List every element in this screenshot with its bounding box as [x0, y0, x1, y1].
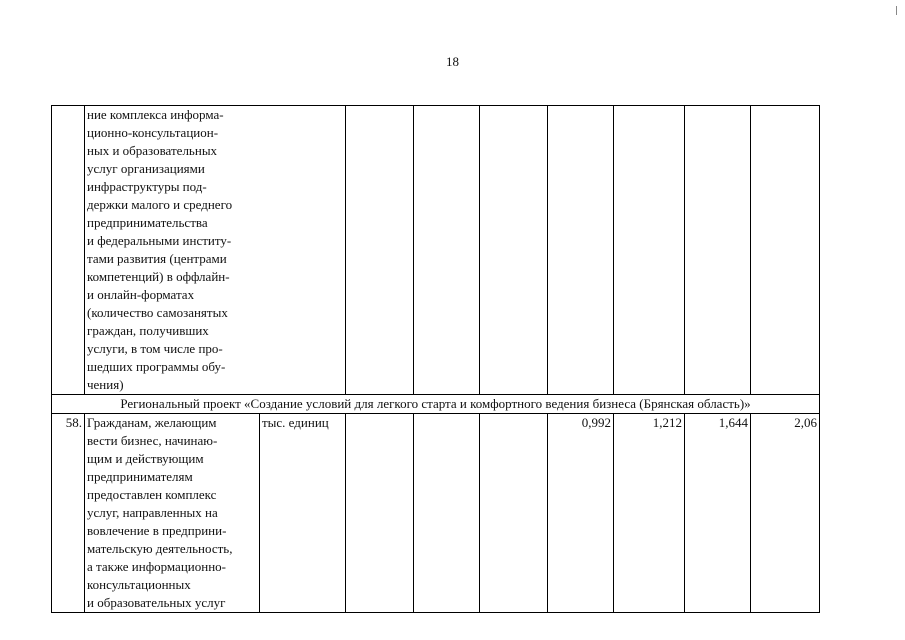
value-cell [346, 106, 414, 395]
value-cell [414, 414, 480, 613]
table-row-58 [52, 414, 820, 613]
value-cell [685, 106, 751, 395]
indicator-cell: ние комплекса информа- ционно-консультацион- ных и образовательных услуг организациями инфраструктуры под- держки малого и среднего предпринимательства и федеральными институ- тами развития (центрами компетенций) в оффлайн- и онлайн-форматах (количество самозанятых граждан, получивших услуги, в том числе про- шедших программы обу- чения) [85, 106, 346, 395]
value-cell: 1,644 [685, 414, 751, 613]
value-cell: 1,212 [614, 414, 685, 613]
unit-cell: тыс. единиц [260, 414, 346, 613]
row-number [52, 106, 85, 395]
value-cell [548, 106, 614, 395]
value-cell [414, 106, 480, 395]
section-header: Региональный проект «Создание условий для легкого старта и комфортного ведения бизнеса (Брянская область)» [52, 395, 820, 414]
value-cell [480, 106, 548, 395]
indicators-table [51, 105, 820, 613]
value-cell [751, 106, 820, 395]
value-cell: 2,06 [751, 414, 820, 613]
table-row-continued [52, 106, 820, 395]
value-cell: 0,992 [548, 414, 614, 613]
section-header-row [52, 395, 820, 414]
indicator-cell: Гражданам, желающим вести бизнес, начинаю- щим и действующим предпринимателям предоставлен комплекс услуг, направленных на вовлечение в предприни- мательскую деятельность, а также информационно- консультационных и образовательных услуг [85, 414, 260, 613]
page-edge-mark [896, 6, 897, 15]
value-cell [346, 414, 414, 613]
row-number: 58. [52, 414, 85, 613]
page-number: 18 [446, 54, 459, 69]
value-cell [614, 106, 685, 395]
value-cell [480, 414, 548, 613]
